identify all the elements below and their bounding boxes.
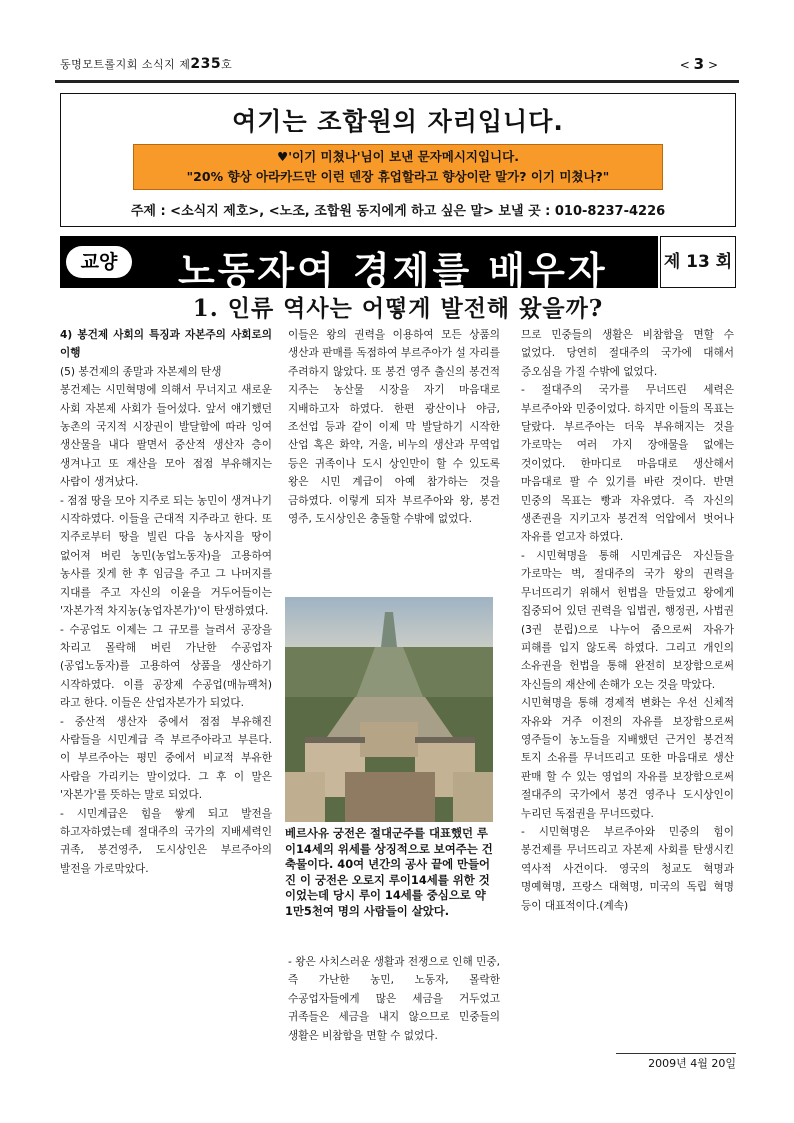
- paragraph: 이들은 왕의 권력을 이용하여 모든 상품의 생산과 판매를 독점하여 부르주아가 설 자리를 주려하지 않았다. 또 봉건 영주 출신의 봉건적 지주는 농산물 시장을 자기 마음대로 지배하고자 하였다. 한편 광산이나 야금, 조선업 등과 같이 이제 막 발달하기 시작한 산업 혹은 화약, 거울, 비누의 생산과 무역업 등은 귀족이나 도시 상인만이 할 수 있도록 왕은 시민 계급이 아예 참가하는 것을 금하였다. 이렇게 되자 부르주아와 왕, 봉건 영주, 도시상인은 충돌할 수밖에 없었다.: [288, 329, 500, 526]
- page-right-mark: >: [707, 58, 718, 72]
- sms-sender: ♥'이기 미쳤나'님이 보낸 문자메시지입니다.: [277, 149, 519, 164]
- page-left-mark: <: [679, 58, 690, 72]
- header-rule: [55, 80, 739, 83]
- paragraph: 므로 민중들의 생활은 비참함을 면할 수 없었다. 당연히 절대주의 국가에 대해서 증오심을 가질 수밖에 없었다.: [521, 329, 734, 378]
- newsletter-header: [60, 56, 232, 72]
- submission-info: 주제 : <소식지 제호>, <노조, 조합원 동지에게 하고 싶은 말> 보낼 곳 : 010-8237-4226: [130, 204, 666, 219]
- paragraph: - 절대주의 국가를 무너뜨린 세력은 부르주아와 민중이었다. 하지만 이들의 목표는 달랐다. 부르주아는 더욱 부유해지는 것을 가로막는 여러 가지 장애물을 없애는 것이었다. 한마디로 마음대로 생산해서 마음대로 팔 수 있기를 바란 것이다. 반면 민중의 목표는 빵과 자유였다. 즉 자신의 생존권을 지키고자 봉건적 억압에서 벗어나 자유를 얻고자 하였다.: [521, 384, 734, 544]
- paragraph: - 시민계급은 힘을 쌓게 되고 발전을 하고자하였는데 절대주의 국가의 지배세력인 귀족, 봉건영주, 도시상인은 부르주아의 발전을 가로막았다.: [60, 807, 272, 875]
- article-subtitle: 1. 인류 역사는 어떻게 발전해 왔을까?: [192, 295, 604, 322]
- versailles-image: [285, 597, 493, 822]
- category-badge: 교양: [66, 246, 132, 278]
- issue-suffix: 호: [221, 58, 233, 71]
- column-3: [521, 326, 734, 915]
- paragraph: - 수공업도 이제는 그 규모를 늘려서 공장을 차리고 몰락해 버린 가난한 수공업자(공업노동자)를 고용하여 상품을 생산하기 시작하였다. 이를 공장제 수공업(매뉴팩처)라고 한다. 이들은 산업자본가가 되었다.: [60, 623, 272, 710]
- series-title: 노동자여 경제를 배우자: [178, 249, 608, 293]
- issue-number: 235: [190, 56, 222, 72]
- paragraph: 봉건제는 시민혁명에 의해서 무너지고 새로운 사회 자본제 사회가 들어섰다. 앞서 얘기했던 농촌의 국지적 시장권이 발달함에 따라 잉여 생산물을 내다 팔면서 중산적 생산자 층이 생겨나고 또 재산을 모아 점점 부유해지는 사람이 생겨났다.: [60, 384, 272, 489]
- page-number: [680, 55, 718, 73]
- column-2-bottom: [288, 953, 500, 1045]
- episode-number: 제 13 회: [660, 236, 736, 288]
- paragraph: - 왕은 사치스러운 생활과 전쟁으로 인해 민중, 즉 가난한 농민, 노동자, 몰락한 수공업자들에게 많은 세금을 거두었고 귀족들은 세금을 내지 않으므로 민중들의 생활은 비참함을 면할 수 없었다.: [288, 956, 500, 1042]
- paragraph: - 점점 땅을 모아 지주로 되는 농민이 생겨나기 시작하였다. 이들을 근대적 지주라고 한다. 또 지주로부터 땅을 빌린 다음 농사지을 땅이 없어져 버린 농민(농업노동자)을 고용하여 농사를 짓게 한 후 임금을 주고 그 나머지를 지대를 주고 자신의 이윤을 거두어들이는 '자본가적 차지농(농업자본가)'이 탄생하였다.: [60, 494, 272, 618]
- member-box-title: 여기는 조합원의 자리입니다.: [232, 107, 564, 136]
- sms-text: "20% 향상 아라카드만 이런 덴장 휴업할라고 향상이란 말가? 이기 미쳤나?": [186, 169, 610, 184]
- sms-message-box: [133, 144, 663, 190]
- paragraph: - 시민혁명을 통해 시민계급은 자신들을 가로막는 벽, 절대주의 국가 왕의 권력을 무너뜨리기 위해서 헌법을 만들었고 왕에게 집중되어 있던 권력을 입법권, 행정권, 사법권(3권 분립)으로 나누어 줌으로써 자유가 피해를 입지 않도록 하였다. 그리고 개인의 소유권을 헌법을 통해 완전히 보장함으로써 자신들의 재산에 손해가 오는 것을 막았다.: [521, 549, 734, 691]
- versailles-photo: [285, 597, 493, 822]
- section-heading: 4) 봉건제 사회의 특징과 자본주의 사회로의 이행: [60, 329, 272, 360]
- column-1: [60, 326, 272, 878]
- column-2: [288, 326, 500, 528]
- photo-caption: 베르사유 궁전은 절대군주를 대표했던 루이14세의 위세를 상징적으로 보여주는 건축물이다. 40여 년간의 공사 끝에 만들어진 이 궁전은 오로지 루이14세를 위한 것이었는데 당시 루이 14세를 중심으로 약 1만5천여 명의 사람들이 살았다.: [285, 826, 493, 918]
- newsletter-name: 동명모트롤지회 소식지 제: [60, 58, 191, 71]
- subsection-heading: (5) 봉건제의 종말과 자본제의 탄생: [60, 365, 222, 378]
- paragraph: - 시민혁명은 부르주아와 민중의 힘이 봉건제를 무너뜨리고 자본제 사회를 탄생시킨 역사적 사건이다. 영국의 청교도 혁명과 명예혁명, 프랑스 대혁명, 미국의 독립 혁명 등이 대표적이다.(계속): [521, 825, 734, 912]
- publication-date: 2009년 4월 20일: [616, 1053, 736, 1071]
- series-banner: [60, 236, 658, 293]
- paragraph: 시민혁명을 통해 경제적 변화는 우선 신체적 자유와 거주 이전의 자유를 보장함으로써 영주들이 농노들을 지배했던 근거인 봉건적 토지 소유를 무너뜨리고 또한 마음대로 생산 판매 할 수 있는 영업의 자유를 보장함으로써 절대주의 국가에서 봉건 영주나 도시상인이 누리던 독점권을 무너뜨렸다.: [521, 697, 734, 820]
- paragraph: - 중산적 생산자 중에서 점점 부유해진 사람들을 시민계급 즉 부르주아라고 부른다. 이 부르주아는 평민 중에서 비교적 부유한 사람을 가리키는 말이었다. 그 후 이 말은 '자본가'를 뜻하는 말로 되었다.: [60, 715, 272, 802]
- member-box: [60, 93, 736, 227]
- page-number-value: 3: [693, 55, 705, 73]
